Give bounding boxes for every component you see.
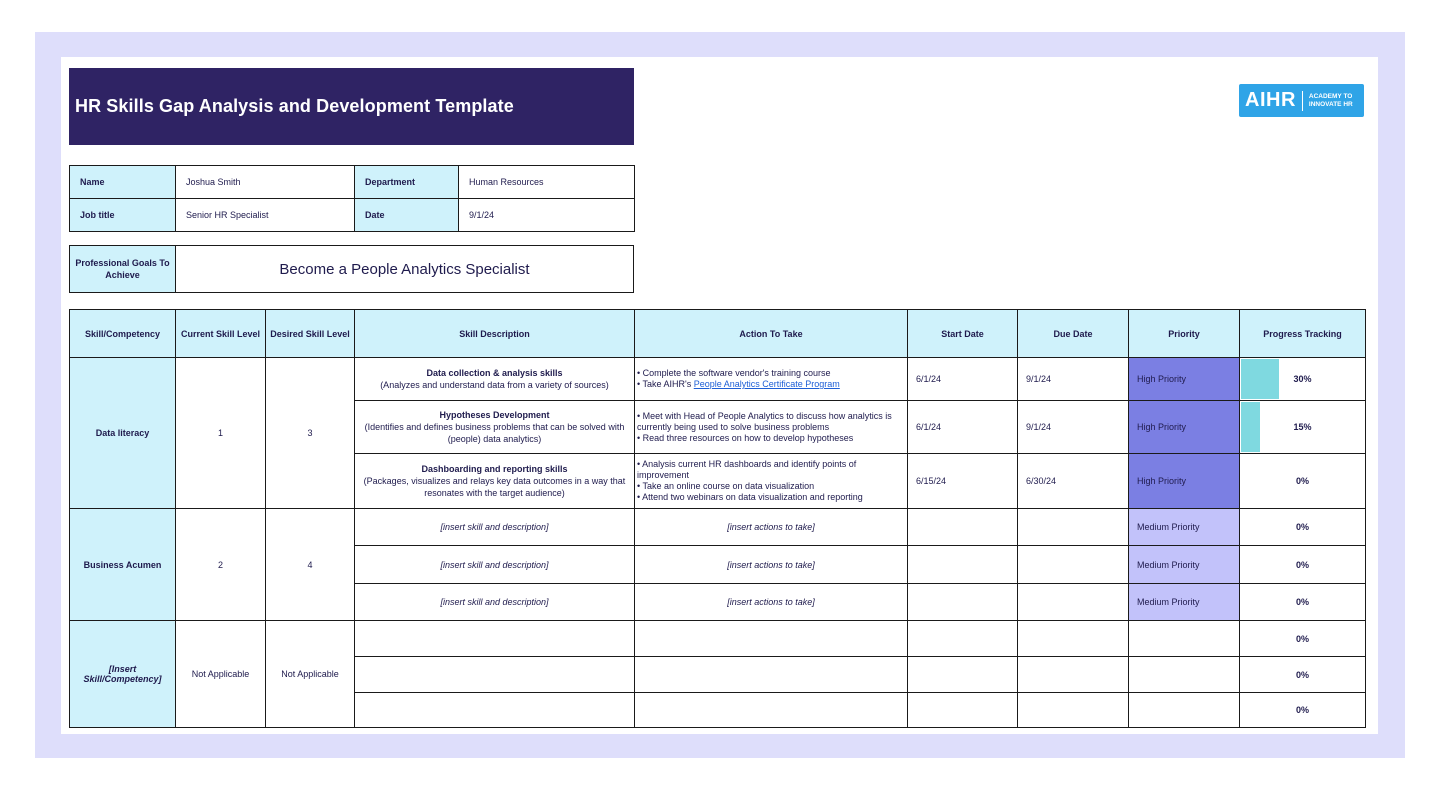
description-cell[interactable]: [insert skill and description] bbox=[355, 546, 635, 584]
due-date-cell[interactable] bbox=[1018, 621, 1129, 657]
goal-value[interactable]: Become a People Analytics Specialist bbox=[176, 246, 634, 293]
due-date-cell[interactable] bbox=[1018, 657, 1129, 693]
action-cell[interactable]: [insert actions to take] bbox=[635, 509, 908, 546]
priority-cell[interactable]: High Priority bbox=[1129, 401, 1240, 454]
description-cell[interactable]: [insert skill and description] bbox=[355, 509, 635, 546]
progress-cell[interactable] bbox=[1240, 454, 1366, 509]
table-row bbox=[70, 358, 1366, 401]
current-level-cell[interactable]: Not Applicable bbox=[176, 621, 266, 728]
current-level-cell[interactable]: 1 bbox=[176, 358, 266, 509]
header-priority: Priority bbox=[1129, 310, 1240, 358]
action-cell[interactable] bbox=[635, 621, 908, 657]
date-value[interactable]: 9/1/24 bbox=[459, 199, 635, 232]
due-date-cell[interactable] bbox=[1018, 509, 1129, 546]
header-skill: Skill/Competency bbox=[70, 310, 176, 358]
start-date-cell[interactable] bbox=[908, 657, 1018, 693]
title-banner bbox=[69, 68, 634, 145]
action-cell[interactable] bbox=[635, 693, 908, 728]
start-date-cell[interactable]: 6/15/24 bbox=[908, 454, 1018, 509]
action-cell[interactable]: • Complete the software vendor's training course • Take AIHR's People Analytics Certificate Program bbox=[635, 358, 908, 401]
progress-value: 0% bbox=[1295, 476, 1309, 486]
progress-cell[interactable] bbox=[1240, 401, 1366, 454]
description-cell[interactable]: Dashboarding and reporting skills (Packages, visualizes and relays key data outcomes in a way that resonates with the target audience) bbox=[355, 454, 635, 509]
start-date-cell[interactable]: 6/1/24 bbox=[908, 401, 1018, 454]
progress-cell[interactable]: 0% bbox=[1240, 584, 1366, 621]
start-date-cell[interactable] bbox=[908, 546, 1018, 584]
header-desired-level: Desired Skill Level bbox=[266, 310, 355, 358]
job-title-value[interactable]: Senior HR Specialist bbox=[176, 199, 355, 232]
header-progress: Progress Tracking bbox=[1240, 310, 1366, 358]
priority-cell[interactable]: Medium Priority bbox=[1129, 509, 1240, 546]
name-label: Name bbox=[70, 166, 176, 199]
progress-value: 15% bbox=[1293, 422, 1312, 432]
due-date-cell[interactable] bbox=[1018, 584, 1129, 621]
due-date-cell[interactable]: 6/30/24 bbox=[1018, 454, 1129, 509]
goal-table bbox=[69, 245, 634, 293]
header-action: Action To Take bbox=[635, 310, 908, 358]
start-date-cell[interactable] bbox=[908, 509, 1018, 546]
skill-cell[interactable]: [Insert Skill/Competency] bbox=[70, 621, 176, 728]
header-current-level: Current Skill Level bbox=[176, 310, 266, 358]
progress-bar bbox=[1241, 402, 1260, 452]
action-cell[interactable]: • Analysis current HR dashboards and identify points of improvement • Take an online course on data visualization • Attend two webinars on data visualization and reporting bbox=[635, 454, 908, 509]
priority-cell[interactable]: Medium Priority bbox=[1129, 546, 1240, 584]
start-date-cell[interactable] bbox=[908, 621, 1018, 657]
progress-bar bbox=[1241, 359, 1279, 399]
page-title: HR Skills Gap Analysis and Development Template bbox=[75, 96, 514, 116]
description-cell[interactable] bbox=[355, 693, 635, 728]
department-value[interactable]: Human Resources bbox=[459, 166, 635, 199]
description-cell[interactable] bbox=[355, 657, 635, 693]
action-cell[interactable]: [insert actions to take] bbox=[635, 584, 908, 621]
desired-level-cell[interactable]: Not Applicable bbox=[266, 621, 355, 728]
priority-cell[interactable]: High Priority bbox=[1129, 358, 1240, 401]
desired-level-cell[interactable]: 3 bbox=[266, 358, 355, 509]
logo-divider bbox=[1302, 91, 1303, 111]
progress-cell[interactable]: 0% bbox=[1240, 657, 1366, 693]
header-description: Skill Description bbox=[355, 310, 635, 358]
desired-level-cell[interactable]: 4 bbox=[266, 509, 355, 621]
progress-cell[interactable]: 0% bbox=[1240, 621, 1366, 657]
progress-cell[interactable]: 0% bbox=[1240, 509, 1366, 546]
priority-cell[interactable]: High Priority bbox=[1129, 454, 1240, 509]
progress-cell[interactable] bbox=[1240, 358, 1366, 401]
description-cell[interactable]: Data collection & analysis skills (Analyzes and understand data from a variety of sources) bbox=[355, 358, 635, 401]
aihr-logo bbox=[1239, 84, 1364, 117]
due-date-cell[interactable]: 9/1/24 bbox=[1018, 358, 1129, 401]
action-cell[interactable] bbox=[635, 657, 908, 693]
date-label: Date bbox=[355, 199, 459, 232]
progress-cell[interactable]: 0% bbox=[1240, 546, 1366, 584]
description-cell[interactable] bbox=[355, 621, 635, 657]
action-cell[interactable]: [insert actions to take] bbox=[635, 546, 908, 584]
job-title-label: Job title bbox=[70, 199, 176, 232]
priority-cell[interactable] bbox=[1129, 621, 1240, 657]
header-start-date: Start Date bbox=[908, 310, 1018, 358]
department-label: Department bbox=[355, 166, 459, 199]
employee-info-table bbox=[69, 165, 635, 232]
priority-cell[interactable] bbox=[1129, 657, 1240, 693]
table-row bbox=[70, 509, 1366, 546]
table-row bbox=[70, 621, 1366, 657]
priority-cell[interactable] bbox=[1129, 693, 1240, 728]
priority-cell[interactable]: Medium Priority bbox=[1129, 584, 1240, 621]
due-date-cell[interactable]: 9/1/24 bbox=[1018, 401, 1129, 454]
progress-cell[interactable]: 0% bbox=[1240, 693, 1366, 728]
logo-tagline: ACADEMY TO INNOVATE HR bbox=[1308, 92, 1353, 108]
description-cell[interactable]: Hypotheses Development (Identifies and defines business problems that can be solved with (people) data analytics) bbox=[355, 401, 635, 454]
header-due-date: Due Date bbox=[1018, 310, 1129, 358]
action-cell[interactable]: • Meet with Head of People Analytics to discuss how analytics is currently being used to solve business problems • Read three resources on how to develop hypotheses bbox=[635, 401, 908, 454]
due-date-cell[interactable] bbox=[1018, 693, 1129, 728]
progress-value: 30% bbox=[1293, 374, 1312, 384]
start-date-cell[interactable] bbox=[908, 584, 1018, 621]
start-date-cell[interactable] bbox=[908, 693, 1018, 728]
start-date-cell[interactable]: 6/1/24 bbox=[908, 358, 1018, 401]
due-date-cell[interactable] bbox=[1018, 546, 1129, 584]
logo-mark: AIHR bbox=[1245, 89, 1296, 111]
skills-gap-table bbox=[69, 309, 1366, 728]
current-level-cell[interactable]: 2 bbox=[176, 509, 266, 621]
name-value[interactable]: Joshua Smith bbox=[176, 166, 355, 199]
goal-label: Professional Goals To Achieve bbox=[70, 246, 176, 293]
skill-cell[interactable]: Business Acumen bbox=[70, 509, 176, 621]
skill-cell[interactable]: Data literacy bbox=[70, 358, 176, 509]
table-header-row bbox=[70, 310, 1366, 358]
description-cell[interactable]: [insert skill and description] bbox=[355, 584, 635, 621]
certificate-program-link[interactable]: People Analytics Certificate Program bbox=[693, 379, 840, 389]
